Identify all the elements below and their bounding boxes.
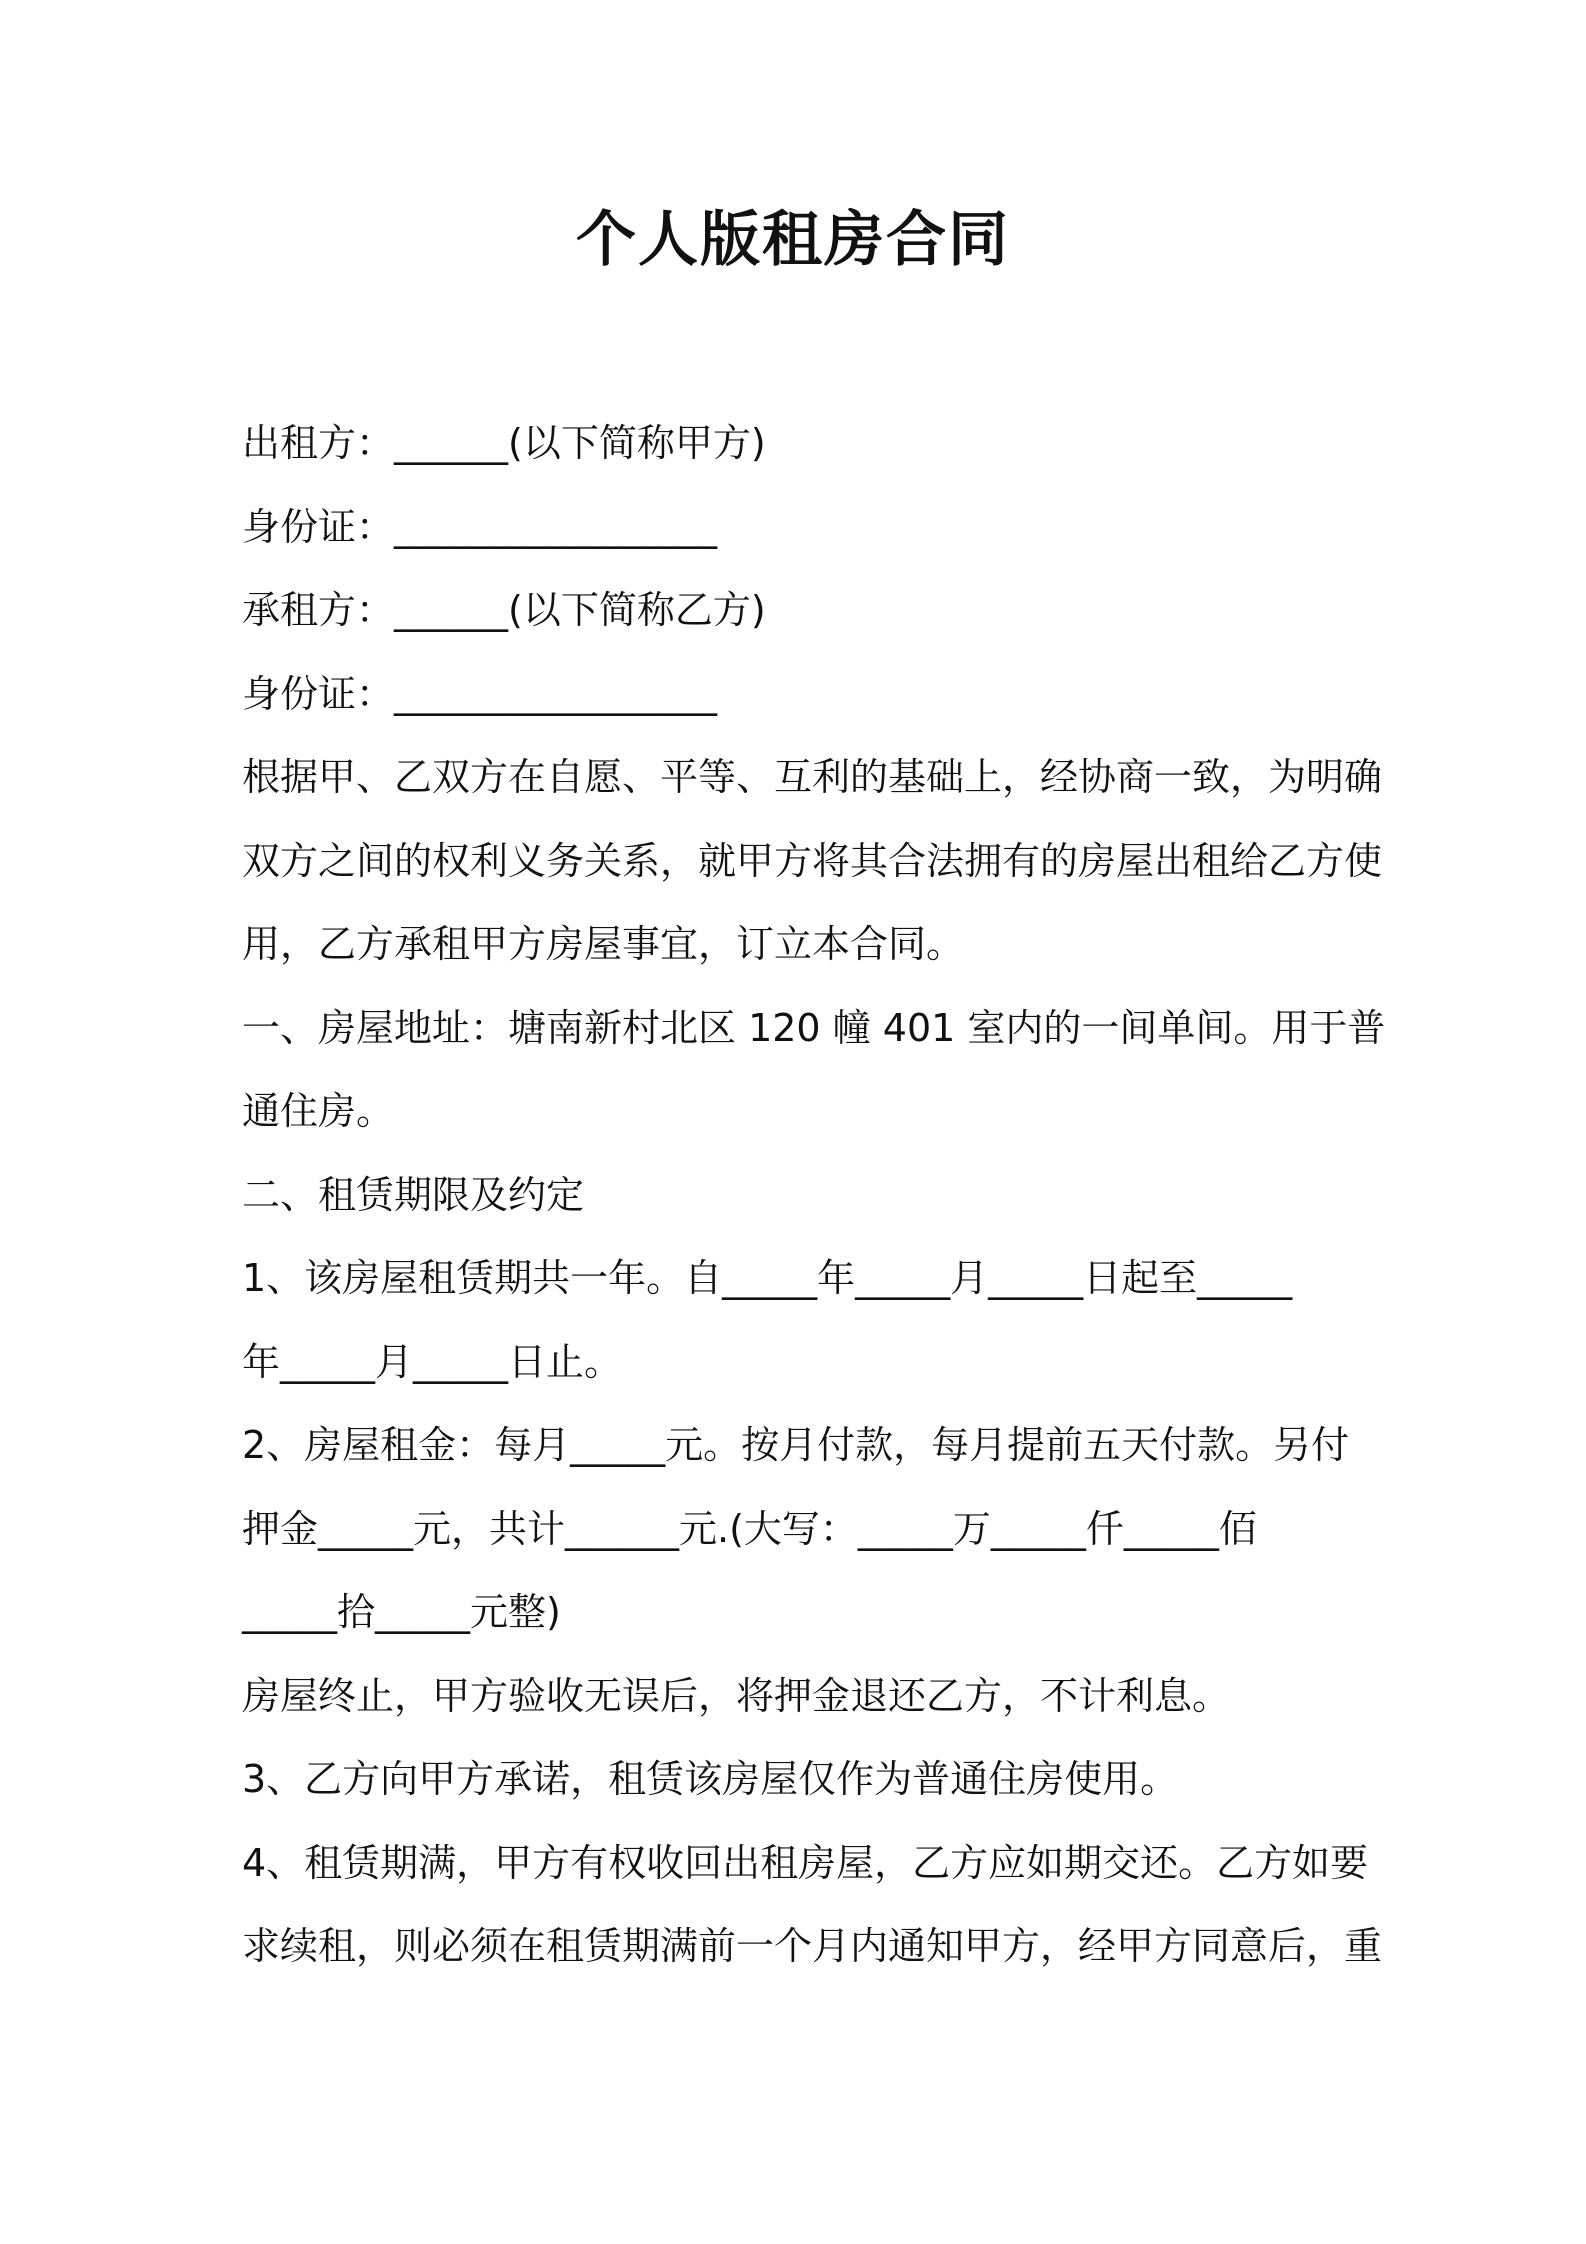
lessee-line: 承租方：______(以下简称乙方) [242, 588, 766, 632]
clause-expiry-line: 求续租，则必须在租赁期满前一个月内通知甲方，经甲方同意后，重 [242, 1924, 1383, 1968]
deposit-refund-line: 房屋终止，甲方验收无误后，将押金退还乙方，不计利息。 [242, 1673, 1231, 1718]
clause-expiry-line: 4、租赁期满，甲方有权收回出租房屋，乙方应如期交还。乙方如要 [242, 1840, 1369, 1885]
preamble-line: 双方之间的权利义务关系，就甲方将其合法拥有的房屋出租给乙方使 [242, 838, 1383, 883]
section-heading: 二、租赁期限及约定 [242, 1172, 585, 1217]
document-body [242, 402, 1386, 1989]
clause-usage-line: 3、乙方向甲方承诺，租赁该房屋仅作为普通住房使用。 [242, 1757, 1179, 1801]
document-title: 个人版租房合同 [576, 205, 1010, 275]
clause-rent-line: 2、房屋租金：每月_____元。按月付款，每月提前五天付款。另付 [242, 1423, 1350, 1467]
clause-term-line: 1、该房屋租赁期共一年。自_____年_____月_____日起至_____ [242, 1256, 1293, 1300]
lessee-id-line: 身份证：_________________ [242, 671, 718, 716]
clause-rent-line: 押金_____元，共计______元.(大写：_____万_____仟_____佰 [242, 1506, 1257, 1551]
clause-rent-line: _____拾_____元整) [242, 1590, 561, 1634]
lessor-id-line: 身份证：_________________ [242, 504, 718, 549]
lessor-line: 出租方：______(以下简称甲方) [242, 421, 766, 465]
preamble-line: 根据甲、乙双方在自愿、平等、互利的基础上，经协商一致，为明确 [242, 755, 1383, 799]
clause-term-line: 年_____月_____日止。 [242, 1339, 623, 1384]
clause-address-line: 一、房屋地址：塘南新村北区 120 幢 401 室内的一间单间。用于普 [242, 1005, 1386, 1050]
clause-address-line: 通住房。 [242, 1089, 395, 1133]
preamble-line: 用，乙方承租甲方房屋事宜，订立本合同。 [242, 922, 965, 966]
